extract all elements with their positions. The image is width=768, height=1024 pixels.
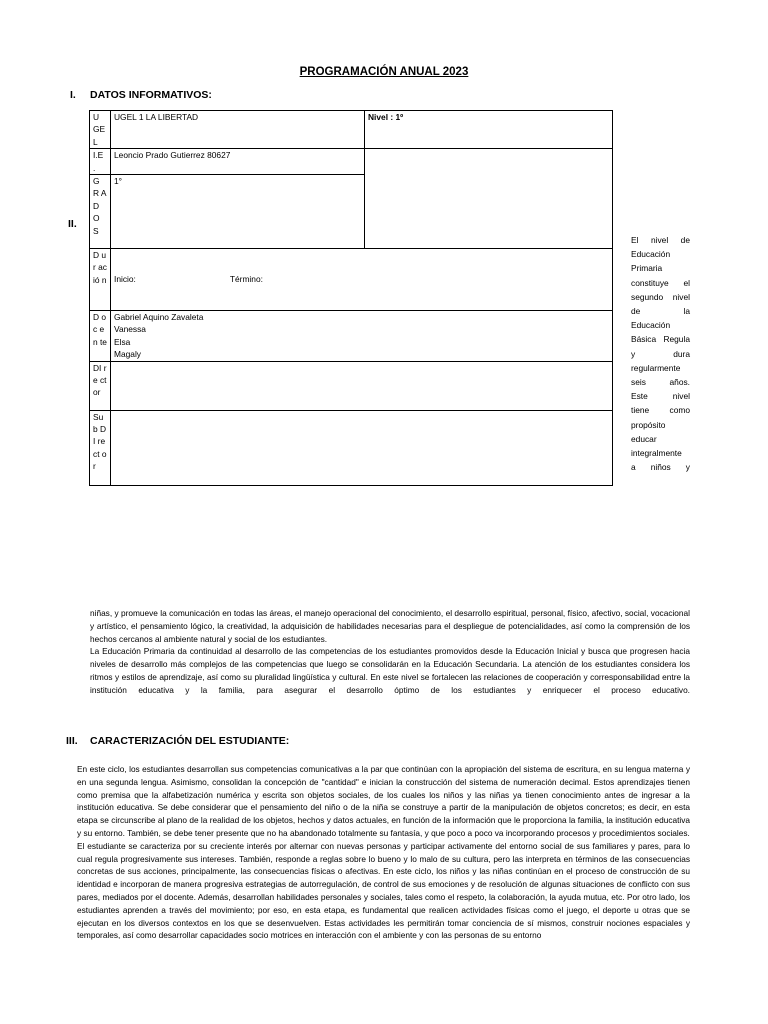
side-text-line: seis años. (631, 377, 690, 388)
section-3-paragraph: En este ciclo, los estudiantes desarrollan sus competencias comunicativas a la par que continúan con la apropiación del sistema de escritura, en su lengua materna y en una segunda lengua. Asimismo, consolidan la concepción de "cantidad" e inician la construcción del sistema de numeración decimal. Estos aprendizajes tienen como premisa que la alfabetización numérica y escrita son objetos sociales, de los cuales los niños y las niñas ya tienen conocimiento antes de ingresar a la institución educativa. Se debe considerar que el pensamiento del niño o de la niña se construye a partir de la manipulación de objetos concretos; es decir, en esta etapa se circunscribe al plano de la realidad de los objetos, hechos y datos actuales, en función de la información que le proporciona la familia, la institución educativa y su entorno. También, se debe tener presente que no ha abandonado totalmente su fantasía, y que poco a poco va incorporando procesos y procedimientos sociales. (77, 764, 690, 838)
side-text-line: Educación (631, 320, 671, 331)
side-text-line: tiene como (631, 405, 690, 416)
section-2-paragraph: La Educación Primaria da continuidad al desarrollo de las competencias de los estudiantes promovidos desde la Educación Inicial y busca que progresen hacia niveles de desarrollo más complejos de las competencias que luego se consolidarán en la Educación Secundaria. La atención de los estudiantes considera los ritmos y estilos de aprendizaje, así como su pluralidad lingüística y cultural. En este nivel se fortalecen las relaciones de cooperación y corresponsabilidad entre la institución educativa y la familia, para asegurar el desarrollo óptimo de los estudiantes y enriquecer el proceso educativo. (90, 646, 690, 695)
subdirector-label: Su b DI re ct or (90, 410, 111, 485)
docente-name: Vanessa (114, 324, 146, 335)
section-3-paragraph: El estudiante se caracteriza por su creciente interés por alternar con nuevas personas y participar activamente del entorno social de sus familiares y pares, para lo cual regula progresivamente sus intereses. También, responde a reglas sobre lo bueno y lo malo de su cultura, pero las interpreta en términos de las consecuencias concretas de sus acciones, principalmente, las consecuencias físicas o afectivas. En este ciclo, los niños y las niñas continúan en el proceso de construcción de su identidad e incorporan de manera progresiva estrategias de autorregulación, de control de sus emociones y de resolución de algunas situaciones de conflicto con sus pares, mediados por el docente. Además, desarrollan habilidades personales y sociales, tales como el respeto, la colaboración, la ayuda mutua, etc. Por otro lado, los estudiantes aprenden a través del movimiento; por eso, en esta etapa, es fundamental que realicen actividades físicas como el juego, el deporte u otras que se ejecutan en los diversos contextos en los que se desenvuelven. Estas actividades les permitirán tomar conciencia de sí mismos, construir nociones espaciales y temporales, así como desarrollar capacidades socio motrices en interacción con el ambiente y con las personas de su entorno (77, 840, 690, 941)
side-text-line: Básica Regula (631, 334, 690, 345)
ugel-label: U GE L (90, 111, 111, 149)
side-text-line: El nivel de (631, 235, 690, 245)
side-text-line: propósito (631, 419, 666, 430)
nivel-blank-cell (365, 149, 613, 249)
datos-informativos-table (89, 110, 613, 486)
section-2-number: II. (68, 218, 77, 230)
grados-label: G R A D O S (90, 175, 111, 249)
side-text-line: Este nivel (631, 391, 690, 402)
section-2-body (90, 607, 690, 697)
ie-label: I.E . (90, 149, 111, 175)
section-3-title: CARACTERIZACIÓN DEL ESTUDIANTE: (90, 735, 290, 747)
side-text-line: regularmente (631, 362, 681, 373)
director-value (111, 361, 613, 410)
docente-name: Elsa (114, 336, 131, 347)
side-text-line: integralmente (631, 448, 682, 459)
docente-name: Gabriel Aquino Zavaleta (114, 312, 204, 323)
duracion-label: D ur ac ió n (90, 249, 111, 311)
section-3-heading (66, 735, 289, 747)
side-text-line: constituye el (631, 277, 690, 288)
subdirector-value (111, 410, 613, 485)
section-1-heading (70, 89, 212, 101)
side-text-line: Educación (631, 249, 671, 260)
side-text-line: Primaria (631, 263, 663, 274)
side-text-line: a niños y (631, 462, 690, 473)
side-text-line: y dura (631, 348, 690, 359)
side-text-column (631, 233, 690, 474)
ie-value: Leoncio Prado Gutierrez 80627 (111, 149, 365, 175)
section-3-body (77, 763, 690, 942)
section-1-title: DATOS INFORMATIVOS: (90, 89, 212, 101)
document-title: PROGRAMACIÓN ANUAL 2023 (299, 66, 469, 78)
side-text-line: educar (631, 433, 657, 444)
section-1-number: I. (70, 89, 76, 101)
termino-label: Término: (229, 274, 263, 285)
ugel-value: UGEL 1 LA LIBERTAD (111, 111, 365, 149)
docente-label: D oc en te (90, 311, 111, 362)
docente-name: Magaly (114, 349, 141, 360)
grados-value: 1° (111, 175, 365, 249)
section-3-number: III. (66, 735, 78, 747)
side-text-line: segundo nivel (631, 291, 690, 302)
director-label: DI re ct or (90, 361, 111, 410)
duracion-value (111, 249, 613, 311)
nivel-cell: Nivel : 1º (365, 111, 613, 149)
section-2-paragraph: niñas, y promueve la comunicación en todas las áreas, el manejo operacional del conocimiento, el desarrollo espiritual, personal, físico, afectivo, social, vocacional y artístico, el pensamiento lógico, la creatividad, la adquisición de habilidades necesarias para el despliegue de potencialidades, así como la comprensión de los hechos cercanos al ambiente natural y social de los estudiantes. (90, 608, 690, 644)
inicio-label: Inicio: (114, 274, 136, 285)
docente-value (111, 311, 613, 362)
side-text-line: de la (631, 306, 690, 317)
